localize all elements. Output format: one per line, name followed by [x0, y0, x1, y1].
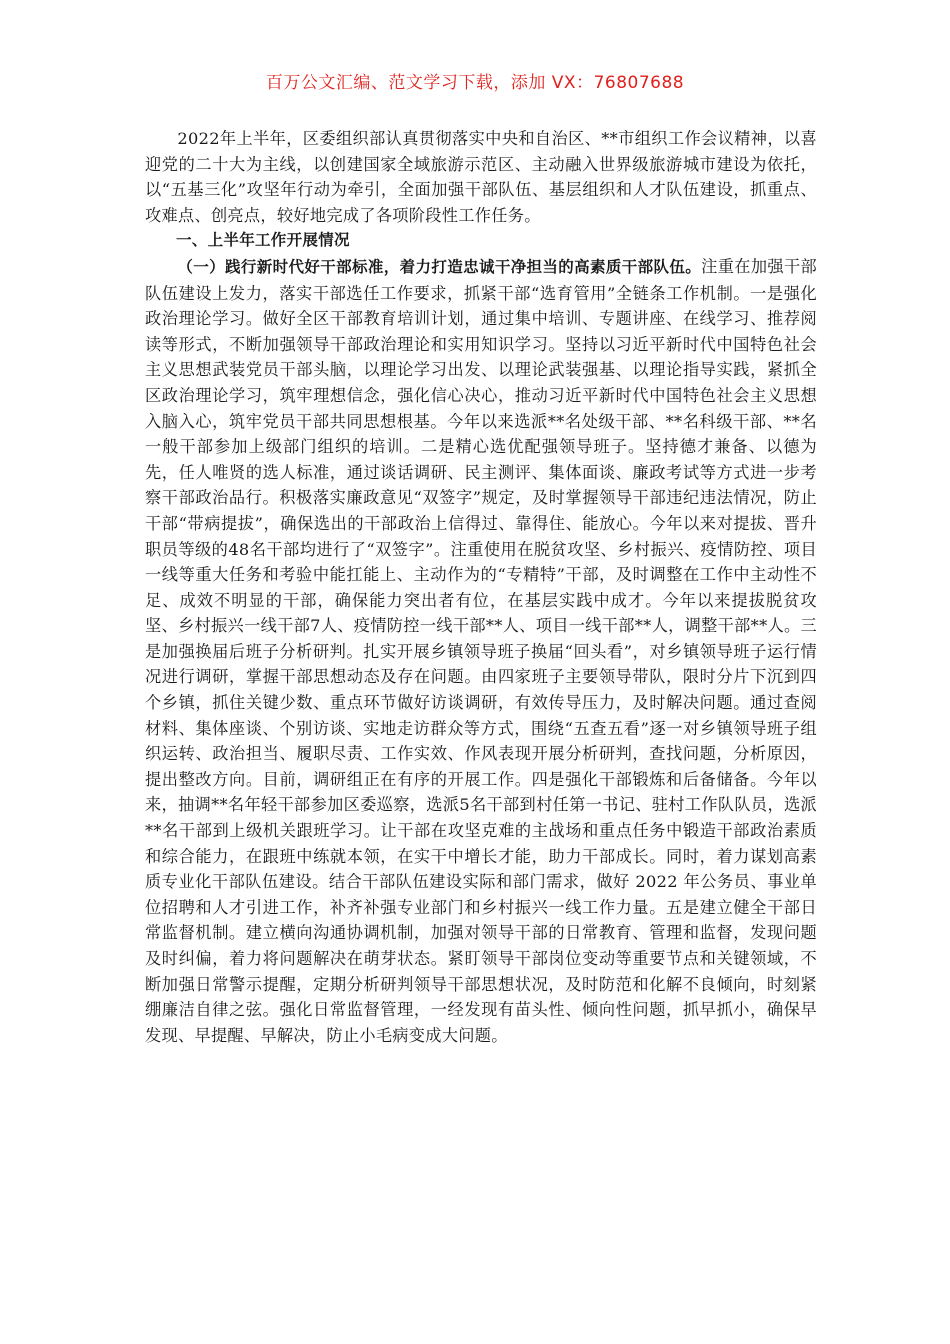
- subsection-paragraph: [145, 254, 817, 1048]
- watermark-banner: 百万公文汇编、范文学习下载，添加 VX：76807688: [265, 73, 685, 93]
- subsection-body: 注重在加强干部队伍建设上发力，落实干部选任工作要求，抓紧干部“选育管用”全链条工作机制。一是强化政治理论学习。做好全区干部教育培训计划，通过集中培训、专题讲座、在线学习、推荐阅读等形式，不断加强领导干部政治理论和实用知识学习。坚持以习近平新时代中国特色社会主义思想武装党员干部头脑，以理论学习出发、以理论武装强基、以理论指导实践，紧抓全区政治理论学习，筑牢理想信念，强化信心决心，推动习近平新时代中国特色社会主义思想入脑入心，筑牢党员干部共同思想根基。今年以来选派**名处级干部、**名科级干部、**名一般干部参加上级部门组织的培训。二是精心选优配强领导班子。坚持德才兼备、以德为先，任人唯贤的选人标准，通过谈话调研、民主测评、集体面谈、廉政考试等方式进一步考察干部政治品行。积极落实廉政意见“双签字”规定，及时掌握领导干部违纪违法情况，防止干部“带病提拔”，确保选出的干部政治上信得过、靠得住、能放心。今年以来对提拔、晋升职员等级的48名干部均进行了“双签字”。注重使用在脱贫攻坚、乡村振兴、疫情防控、项目一线等重大任务和考验中能扛能上、主动作为的“专精特”干部，及时调整在工作中主动性不足、成效不明显的干部，确保能力突出者有位，在基层实践中成才。今年以来提拔脱贫攻坚、乡村振兴一线干部7人、疫情防控一线干部**人、项目一线干部**人，调整干部**人。三是加强换届后班子分析研判。扎实开展乡镇领导班子换届“回头看”，对乡镇领导班子运行情况进行调研，掌握干部思想动态及存在问题。由四家班子主要领导带队，限时分片下沉到四个乡镇，抓住关键少数、重点环节做好访谈调研，有效传导压力，及时解决问题。通过查阅材料、集体座谈、个别访谈、实地走访群众等方式，围绕“五查五看”逐一对乡镇领导班子组织运转、政治担当、履职尽责、工作实效、作风表现开展分析研判，查找问题，分析原因，提出整改方向。目前，调研组正在有序的开展工作。四是强化干部锻炼和后备储备。今年以来，抽调**名年轻干部参加区委巡察，选派5名干部到村任第一书记、驻村工作队队员，选派**名干部到上级机关跟班学习。让干部在攻坚克难的主战场和重点任务中锻造干部政治素质和综合能力，在跟班中练就本领，在实干中增长才能，助力干部成长。同时，着力谋划高素质专业化干部队伍建设。结合干部队伍建设实际和部门需求，做好 2022 年公务员、事业单位招聘和人才引进工作，补齐补强专业部门和乡村振兴一线工作力量。五是建立健全干部日常监督机制。建立横向沟通协调机制，加强对领导干部的日常教育、管理和监督，发现问题及时纠偏，着力将问题解决在萌芽状态。紧盯领导干部岗位变动等重要节点和关键领域，不断加强日常警示提醒，定期分析研判领导干部思想状况，及时防范和化解不良倾向，时刻紧绷廉洁自律之弦。强化日常监督管理，一经发现有苗头性、倾向性问题，抓早抓小，确保早发现、早提醒、早解决，防止小毛病变成大问题。: [145, 256, 817, 1045]
- subsection-heading: （一）践行新时代好干部标准，着力打造忠诚干净担当的高素质干部队伍。: [177, 257, 702, 276]
- document-body: [145, 126, 817, 1048]
- intro-paragraph: 2022年上半年，区委组织部认真贯彻落实中央和自治区、**市组织工作会议精神，以喜迎党的二十大为主线，以创建国家全域旅游示范区、主动融入世界级旅游城市建设为依托，以“五基三化”攻坚年行动为牵引，全面加强干部队伍、基层组织和人才队伍建设，抓重点、攻难点、创亮点，较好地完成了各项阶段性工作任务。: [145, 129, 817, 225]
- section-heading: 一、上半年工作开展情况: [176, 231, 350, 250]
